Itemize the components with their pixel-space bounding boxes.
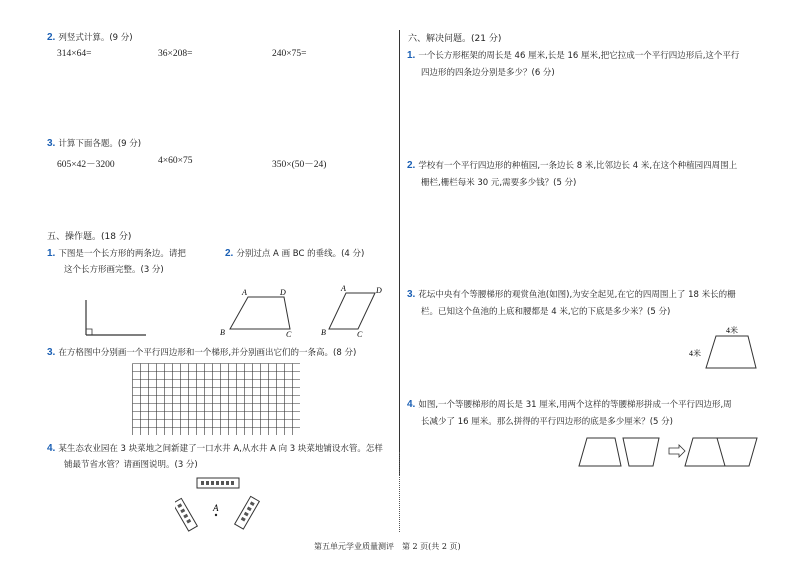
calc-item: 240×75= — [272, 49, 307, 59]
square-grid — [132, 363, 300, 435]
vertex-label: D — [280, 288, 286, 297]
op-question-1: 1. 下图是一个长方形的两条边。请把 — [47, 248, 186, 259]
op-question-2: 2. 分别过点 A 画 BC 的垂线。(4 分) — [225, 248, 365, 259]
page-footer: 第五单元学业质量测评 第 2 页(共 2 页) — [314, 542, 461, 551]
vegetable-plots-figure — [175, 475, 265, 537]
op-question-4: 4. 某生态农业园在 3 块菜地之间新建了一口水井 A,从水井 A 向 3 块菜地铺设水管。怎样 — [47, 443, 383, 454]
column-divider-dotted — [399, 452, 400, 532]
question-number: 1. — [47, 248, 56, 259]
section-6-title: 六、解决问题。(21 分) — [408, 34, 502, 44]
problem-1-line2: 四边形的四条边分别是多少？(6 分) — [421, 68, 555, 78]
well-label: A — [213, 503, 219, 513]
vertex-label: A — [341, 285, 346, 293]
arrow-icon — [669, 445, 685, 457]
trapezoid-to-parallelogram-figure — [575, 432, 765, 472]
section-5-title: 五、操作题。(18 分) — [47, 232, 132, 242]
op-question-4-line2: 铺最节省水管？请画图说明。(3 分) — [64, 460, 198, 470]
vertex-label: D — [376, 286, 382, 295]
vertex-label: C — [357, 330, 363, 339]
top-base-label: 4米 — [726, 326, 738, 335]
problem-1: 1. 一个长方形框架的周长是 46 厘米,长是 16 厘米,把它拉成一个平行四边形后,这个平行 — [407, 50, 740, 61]
question-number: 2. — [407, 160, 416, 171]
problem-4: 4. 如图,一个等腰梯形的周长是 31 厘米,用两个这样的等腰梯形拼成一个平行四边形,周 — [407, 399, 732, 410]
problem-2: 2. 学校有一个平行四边形的种植园,一条边长 8 米,比邻边长 4 米,在这个种植园四周围上 — [407, 160, 738, 171]
question-number: 3. — [47, 138, 56, 149]
question-number: 3. — [407, 289, 416, 300]
vertex-label: A — [242, 288, 247, 297]
calc-item: 605×42－3200 — [57, 160, 115, 170]
question-number: 4. — [407, 399, 416, 410]
fish-pond-trapezoid-figure — [688, 322, 768, 372]
question-number: 2. — [225, 248, 234, 259]
question-number: 2. — [47, 32, 56, 43]
trapezoid-and-parallelogram-figure — [218, 285, 398, 340]
question-number: 1. — [407, 50, 416, 61]
vertex-label: B — [321, 328, 326, 337]
op-question-1-line2: 这个长方形画完整。(3 分) — [64, 265, 164, 275]
problem-4-line2: 长减少了 16 厘米。那么拼得的平行四边形的底是多少厘米？(5 分) — [421, 417, 673, 427]
rectangle-two-sides-figure — [80, 298, 150, 340]
leg-label: 4米 — [689, 349, 701, 358]
question-number: 4. — [47, 443, 56, 454]
column-divider — [399, 30, 400, 475]
problem-2-line2: 栅栏,栅栏每米 30 元,需要多少钱？(5 分) — [421, 178, 577, 188]
problem-3-line2: 栏。已知这个鱼池的上底和腰都是 4 米,它的下底是多少米？(5 分) — [421, 307, 671, 317]
op-question-3: 3. 在方格图中分别画一个平行四边形和一个梯形,并分别画出它们的一条高。(8 分) — [47, 347, 357, 358]
question-3-title: 3. 计算下面各题。(9 分) — [47, 138, 142, 149]
calc-item: 36×208= — [158, 49, 193, 59]
vertex-label: C — [286, 330, 292, 339]
vertex-label: B — [220, 328, 225, 337]
calc-item: 314×64= — [57, 49, 92, 59]
calc-item: 350×(50－24) — [272, 160, 327, 170]
question-number: 3. — [47, 347, 56, 358]
question-2-title: 2. 列竖式计算。(9 分) — [47, 32, 133, 43]
calc-item: 4×60×75 — [158, 156, 193, 166]
problem-3: 3. 花坛中央有个等腰梯形的观赏鱼池(如图),为安全起见,在它的四周围上了 18 米长的栅 — [407, 289, 736, 300]
